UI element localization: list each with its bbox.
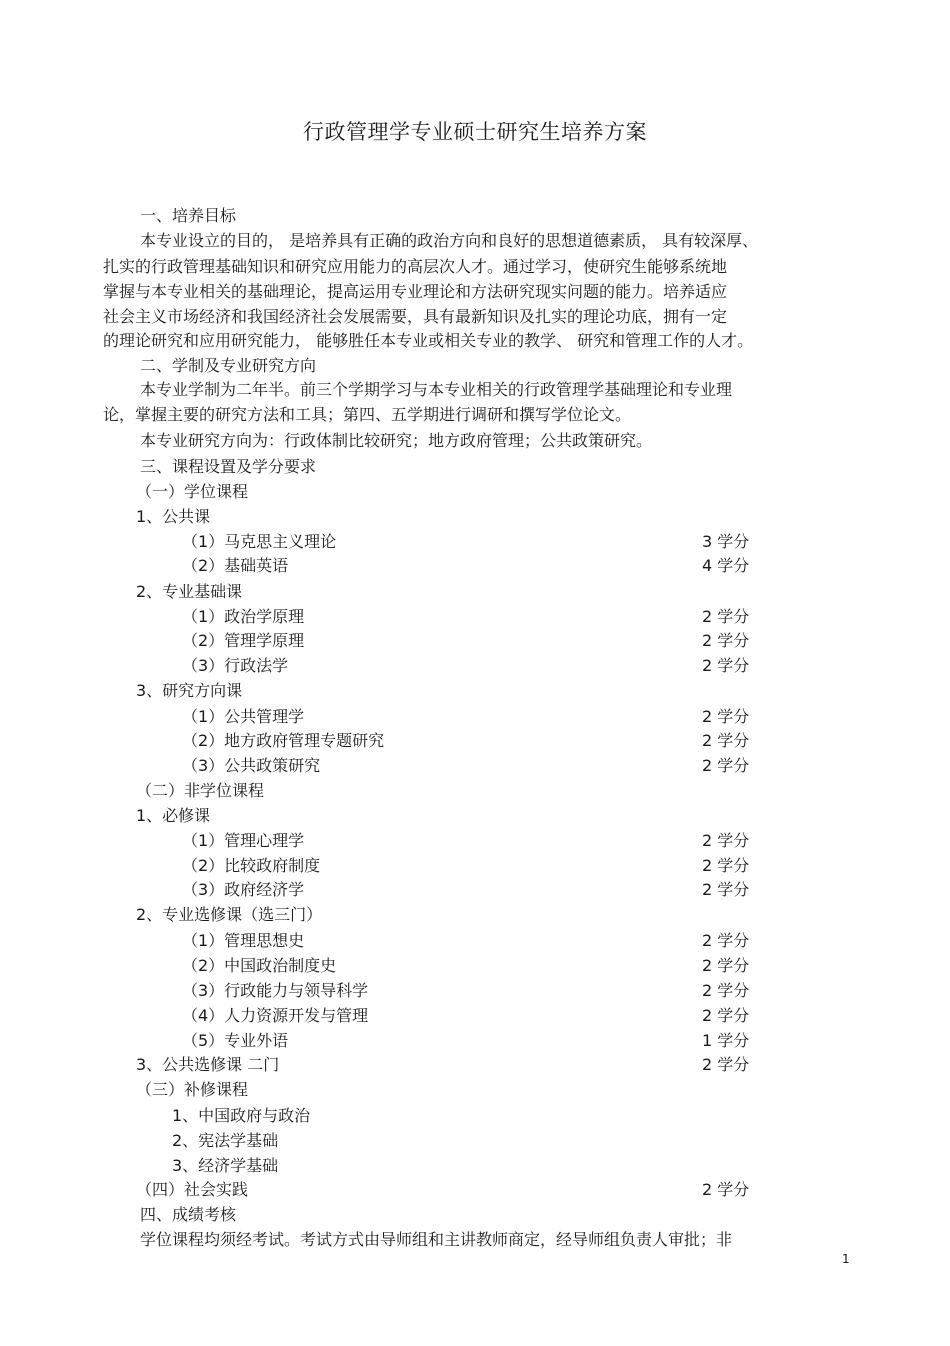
course-credit: 2 学分 xyxy=(702,707,750,726)
paragraph-line: 扎实的行政管理基础知识和研究应用能力的高层次人才。通过学习，使研究生能够系统地 xyxy=(103,257,728,276)
document-title: 行政管理学专业硕士研究生培养方案 xyxy=(303,120,647,144)
course-credit: 3 学分 xyxy=(702,532,750,551)
section-heading: 二、学制及专业研究方向 xyxy=(140,356,317,375)
subsection-heading: （一）学位课程 xyxy=(136,482,249,501)
course-credit: 2 学分 xyxy=(702,731,750,750)
course-credit: 1 学分 xyxy=(702,1031,750,1050)
course-name: （3）政府经济学 xyxy=(182,880,305,899)
course-credit: 2 学分 xyxy=(702,656,750,675)
paragraph-line: 本专业设立的目的， 是培养具有正确的政治方向和良好的思想道德素质， 具有较深厚、 xyxy=(140,231,759,250)
course-name: （2）中国政治制度史 xyxy=(182,956,337,975)
course-credit: 2 学分 xyxy=(702,931,750,950)
course-group: 3、公共选修课 二门 xyxy=(136,1055,280,1074)
course-group: 2、专业选修课（选三门） xyxy=(136,905,323,924)
paragraph-line: 学位课程均须经考试。考试方式由导师组和主讲教师商定，经导师组负责人审批；非 xyxy=(140,1230,733,1249)
course-credit: 2 学分 xyxy=(702,880,750,899)
subsection-heading: （四）社会实践 xyxy=(136,1180,249,1199)
course-group: 3、研究方向课 xyxy=(136,681,243,700)
course-credit: 2 学分 xyxy=(702,856,750,875)
course-name: （1）管理思想史 xyxy=(182,931,305,950)
course-credit: 2 学分 xyxy=(702,956,750,975)
paragraph-line: 掌握与本专业相关的基础理论，提高运用专业理论和方法研究现实问题的能力。培养适应 xyxy=(103,282,728,301)
course-name: （1）公共管理学 xyxy=(182,707,305,726)
course-credit: 2 学分 xyxy=(702,607,750,626)
course-credit: 2 学分 xyxy=(702,831,750,850)
course-name: （3）公共政策研究 xyxy=(182,756,321,775)
supplementary-course: 2、宪法学基础 xyxy=(172,1131,279,1150)
course-name: （2）基础英语 xyxy=(182,556,289,575)
page-number: 1 xyxy=(842,1252,850,1266)
course-name: （3）行政能力与领导科学 xyxy=(182,981,369,1000)
course-credit: 2 学分 xyxy=(702,981,750,1000)
course-name: （5）专业外语 xyxy=(182,1031,289,1050)
course-credit: 2 学分 xyxy=(702,1055,750,1074)
course-group: 1、必修课 xyxy=(136,806,211,825)
course-name: （1）马克思主义理论 xyxy=(182,532,337,551)
course-credit: 2 学分 xyxy=(702,1180,750,1199)
paragraph-line: 论，掌握主要的研究方法和工具；第四、五学期进行调研和撰写学位论文。 xyxy=(103,405,632,424)
section-heading: 一、培养目标 xyxy=(140,206,237,225)
paragraph-line: 的理论研究和应用研究能力， 能够胜任本专业或相关专业的教学、 研究和管理工作的人才。 xyxy=(103,331,754,350)
course-name: （2）地方政府管理专题研究 xyxy=(182,731,385,750)
course-name: （2）比较政府制度 xyxy=(182,856,321,875)
course-group: 2、专业基础课 xyxy=(136,582,243,601)
course-name: （1）管理心理学 xyxy=(182,831,305,850)
course-credit: 2 学分 xyxy=(702,631,750,650)
course-group: 1、公共课 xyxy=(136,507,211,526)
supplementary-course: 3、经济学基础 xyxy=(172,1156,279,1175)
subsection-heading: （二）非学位课程 xyxy=(136,781,265,800)
paragraph-line: 社会主义市场经济和我国经济社会发展需要，具有最新知识及扎实的理论功底，拥有一定 xyxy=(103,307,728,326)
course-name: （4）人力资源开发与管理 xyxy=(182,1006,369,1025)
course-credit: 2 学分 xyxy=(702,756,750,775)
course-credit: 2 学分 xyxy=(702,1006,750,1025)
paragraph-line: 本专业学制为二年半。前三个学期学习与本专业相关的行政管理学基础理论和专业理 xyxy=(140,380,733,399)
subsection-heading: （三）补修课程 xyxy=(136,1080,249,1099)
supplementary-course: 1、中国政府与政治 xyxy=(172,1106,311,1125)
course-name: （3）行政法学 xyxy=(182,656,289,675)
paragraph-line: 本专业研究方向为：行政体制比较研究；地方政府管理；公共政策研究。 xyxy=(140,431,653,450)
course-name: （2）管理学原理 xyxy=(182,631,305,650)
section-heading: 三、课程设置及学分要求 xyxy=(140,457,317,476)
course-credit: 4 学分 xyxy=(702,556,750,575)
course-name: （1）政治学原理 xyxy=(182,607,305,626)
section-heading: 四、成绩考核 xyxy=(140,1205,237,1224)
